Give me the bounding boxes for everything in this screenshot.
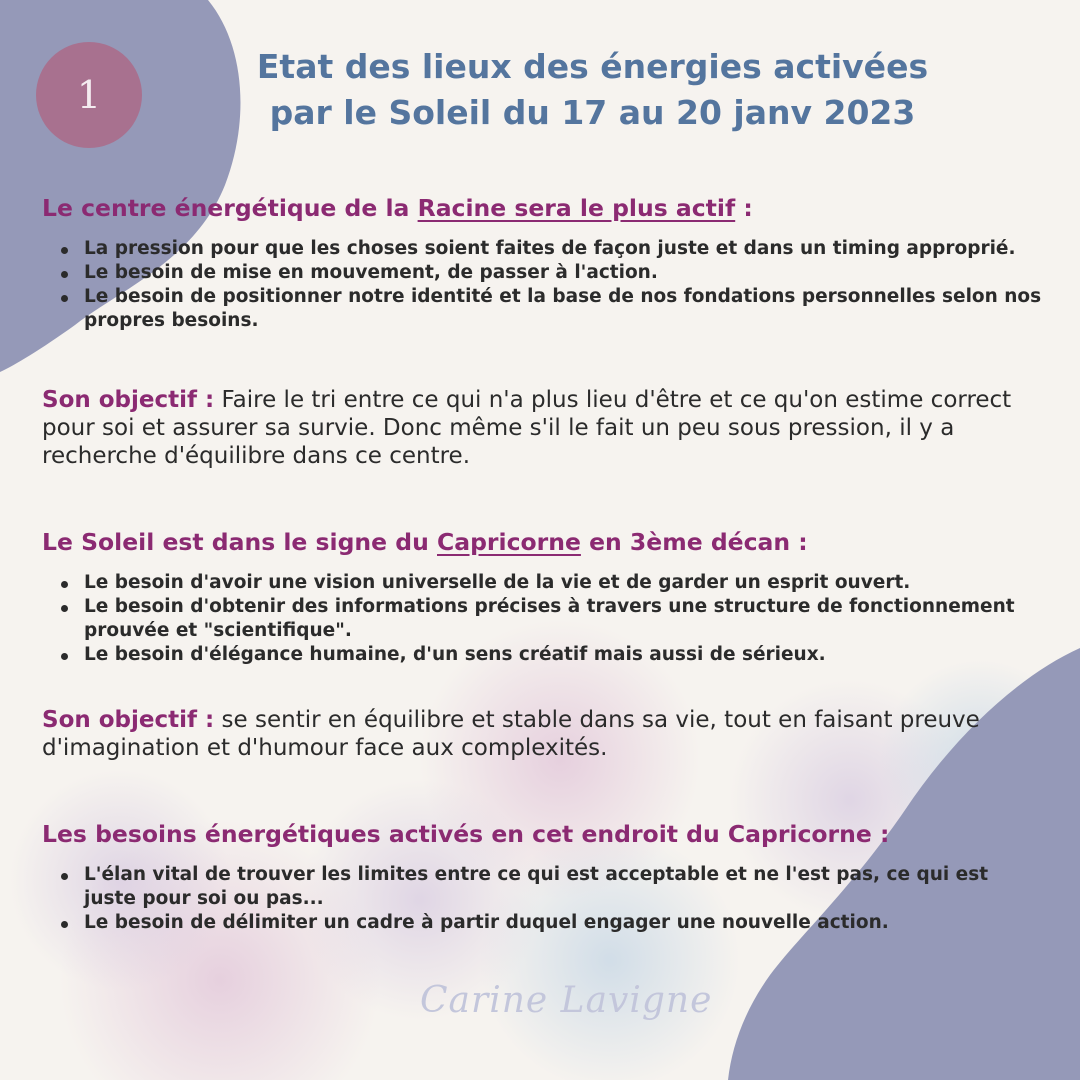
objective-text: se sentir en équilibre et stable dans sa vie, tout en faisant preuve d'imagination et d'humour face aux complexités. bbox=[42, 707, 980, 761]
step-number-badge bbox=[36, 42, 142, 148]
section-1-heading-link[interactable]: Racine sera le plus actif bbox=[417, 194, 736, 222]
section-1-objective bbox=[42, 386, 1042, 470]
list-item: L'élan vital de trouver les limites entre ce qui est acceptable et ne l'est pas, ce qui est juste pour soi ou pas... bbox=[42, 863, 1042, 911]
section-1-heading-prefix: Le centre énergétique de la bbox=[42, 194, 418, 222]
section-1-list bbox=[42, 237, 1042, 333]
page-title-line-2: par le Soleil du 17 au 20 janv 2023 bbox=[269, 93, 916, 132]
step-number: 1 bbox=[76, 73, 102, 117]
list-item: Le besoin de positionner notre identité et la base de nos fondations personnelles selon nos propres besoins. bbox=[42, 285, 1042, 333]
list-item: Le besoin d'avoir une vision universelle de la vie et de garder un esprit ouvert. bbox=[42, 571, 1042, 595]
list-item: Le besoin d'élégance humaine, d'un sens créatif mais aussi de sérieux. bbox=[42, 643, 1042, 667]
list-item: Le besoin d'obtenir des informations précises à travers une structure de fonctionnement prouvée et "scientifique". bbox=[42, 595, 1042, 643]
section-3-list bbox=[42, 863, 1042, 935]
objective-label: Son objectif : bbox=[42, 387, 215, 413]
list-item: Le besoin de délimiter un cadre à partir duquel engager une nouvelle action. bbox=[42, 911, 1042, 935]
section-2-objective bbox=[42, 706, 1042, 762]
section-2-heading-suffix: en 3ème décan : bbox=[580, 528, 808, 556]
section-1-heading-suffix: : bbox=[735, 194, 753, 222]
list-item: La pression pour que les choses soient faites de façon juste et dans un timing approprié. bbox=[42, 237, 1042, 261]
objective-text: Faire le tri entre ce qui n'a plus lieu d'être et ce qu'on estime correct pour soi et assurer sa survie. Donc même s'il le fait un peu sous pression, il y a recherche d'équilibre dans ce centre. bbox=[42, 387, 1012, 469]
list-item: Le besoin de mise en mouvement, de passer à l'action. bbox=[42, 261, 1042, 285]
section-2-list bbox=[42, 571, 1042, 667]
page-title-line-1: Etat des lieux des énergies activées bbox=[256, 47, 929, 86]
signature-watermark: Carine Lavigne bbox=[420, 980, 713, 1021]
section-3-heading: Les besoins énergétiques activés en cet endroit du Capricorne : bbox=[42, 820, 890, 848]
section-1-heading bbox=[42, 194, 753, 222]
section-2-heading-prefix: Le Soleil est dans le signe du bbox=[42, 528, 437, 556]
section-2-heading-link[interactable]: Capricorne bbox=[437, 528, 581, 556]
objective-label: Son objectif : bbox=[42, 707, 215, 733]
section-2-heading bbox=[42, 528, 808, 556]
